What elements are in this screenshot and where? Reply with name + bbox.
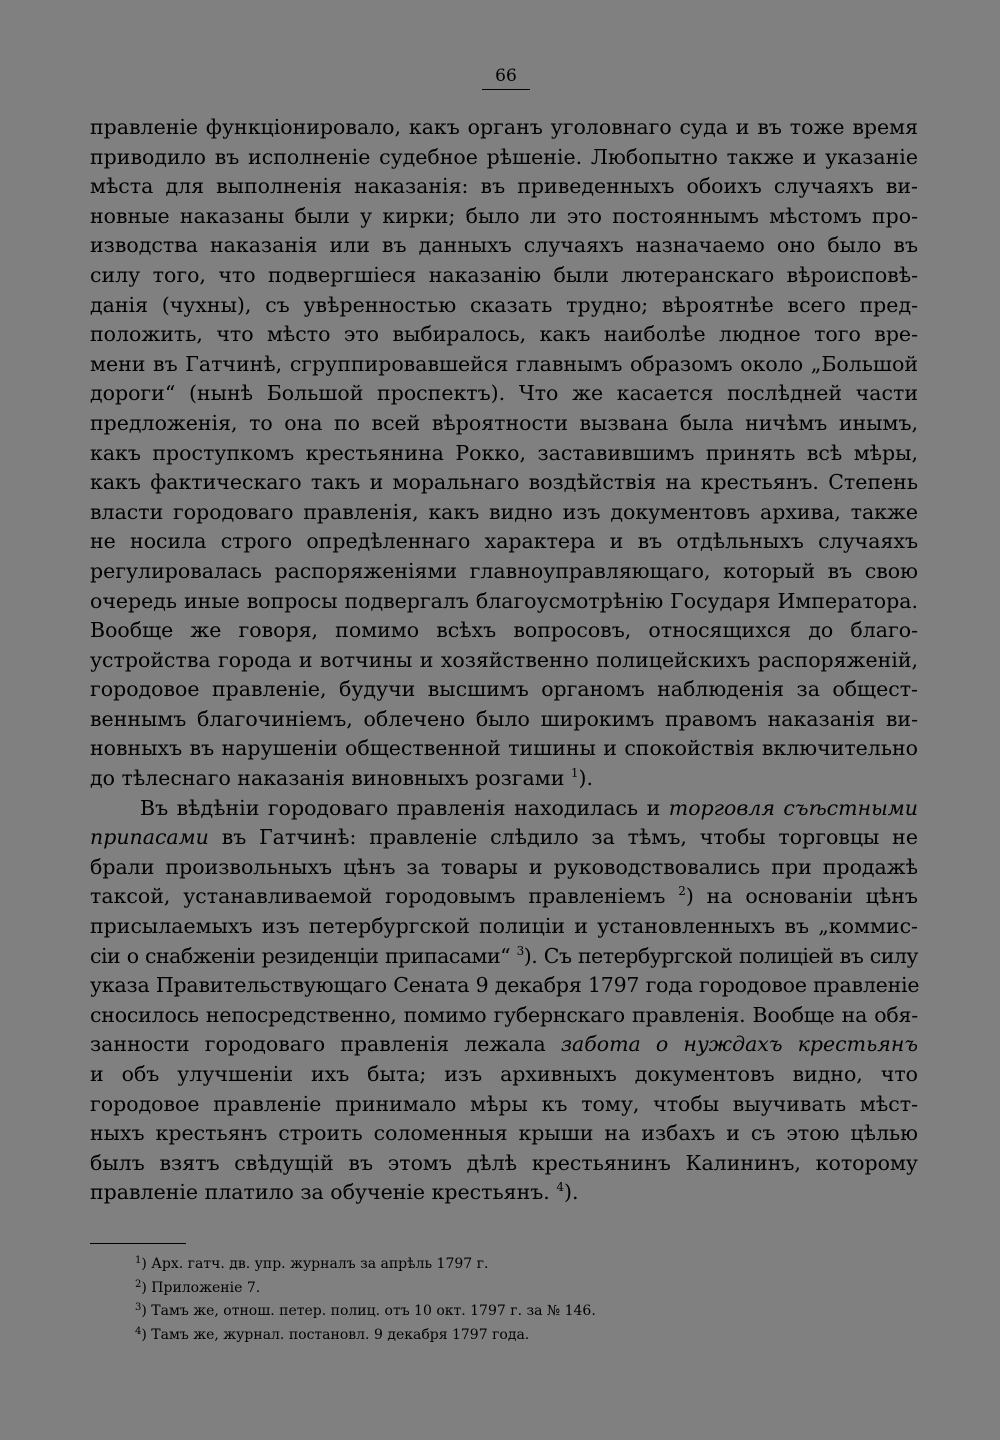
emphasis-text: торговля съѣстными — [668, 795, 918, 820]
text-line — [90, 823, 918, 853]
emphasis-text: забота о нуждахъ крестьянъ — [560, 1032, 918, 1057]
text-line: городовое правленіе, будучи высшимъ органомъ наблюденія за общест- — [90, 677, 918, 702]
footnote-ref: 1 — [570, 766, 579, 781]
text-line: предложенія, то она по всей вѣроятности вызвана была ничѣмъ инымъ, — [90, 410, 918, 435]
text-line: дороги“ (нынѣ Большой проспектъ). Что же касается послѣдней части — [90, 381, 918, 406]
paragraph-start-line — [90, 794, 918, 824]
text-line — [90, 942, 918, 972]
footnote — [135, 1300, 596, 1324]
text-span: ). Съ петербургской полиціей въ силу — [523, 943, 918, 968]
text-line: городовое правленіе принимало мѣры къ тому, чтобы выучивать мѣст- — [90, 1091, 918, 1116]
footnote — [135, 1277, 596, 1301]
text-line: приводило въ исполненіе судебное рѣшеніе. Любопытно также и указаніе — [90, 144, 918, 169]
page-number: 66 — [495, 66, 517, 86]
footnote-text: ) Тамъ же, журнал. постановл. 9 декабря 1797 года. — [141, 1327, 530, 1344]
text-line: правленіе функціонировало, какъ органъ уголовнаго суда и въ тоже время — [90, 115, 918, 139]
text-span: сіи о снабженіи резиденціи припасами“ — [90, 943, 511, 968]
footnote-ref: 4 — [556, 1180, 564, 1195]
text-line: брали произвольныхъ цѣнъ за товары и руководствовались при продажѣ — [90, 854, 918, 879]
text-span: таксой, устанавливаемой городовымъ правленіемъ — [90, 884, 666, 909]
footnote-number: 4 — [135, 1326, 142, 1338]
text-line: новныхъ въ нарушеніи общественной тишины и спокойствія включительно — [90, 736, 918, 761]
text-line: какъ фактическаго такъ и моральнаго воздѣйствія на крестьянъ. Степень — [90, 470, 918, 495]
footnote-number: 1 — [135, 1255, 142, 1266]
text-line: изводства наказанія или въ данныхъ случаяхъ назначаемо оно было въ — [90, 233, 918, 258]
text-line — [90, 1030, 918, 1060]
text-line — [90, 882, 918, 912]
text-line: былъ взятъ свѣдущій въ этомъ дѣлѣ крестьянинъ Калининъ, которому — [90, 1150, 918, 1175]
footnote-text: ) Арх. гатч. дв. упр. журналъ за апрѣль 1797 г. — [141, 1256, 489, 1272]
text-span: ) на основаніи цѣнъ — [685, 884, 918, 909]
footnotes — [135, 1253, 596, 1348]
text-line: мѣста для выполненія наказанія: въ приведенныхъ обоихъ случаяхъ ви- — [90, 174, 918, 199]
footnote-number: 2 — [135, 1278, 142, 1290]
text-line: сносилось непосредственно, помимо губернскаго правленія. Вообще на обя- — [90, 1002, 918, 1027]
text-span: ). — [563, 1180, 579, 1205]
text-line: мени въ Гатчинѣ, сгруппировавшейся главнымъ образомъ около „Большой — [90, 351, 918, 376]
text-line: присылаемыхъ изъ петербургской полиціи и установленныхъ въ „коммис- — [90, 914, 918, 939]
text-line: и объ улучшеніи ихъ быта; изъ архивныхъ документовъ видно, что — [90, 1062, 918, 1086]
text-line: очередь иные вопросы подвергалъ благоусмотрѣнію Государя Императора. — [90, 588, 918, 613]
paragraph-end-line — [90, 764, 918, 794]
page-number-rule — [482, 89, 530, 90]
text-line: веннымъ благочиніемъ, облечено было широкимъ правомъ наказанія ви- — [90, 706, 918, 731]
footnote-text: ) Тамъ же, отнош. петер. полиц. отъ 10 окт. 1797 г. за № 146. — [141, 1303, 596, 1320]
text-line: силу того, что подвергшіеся наказанію были лютеранскаго вѣроисповѣ- — [90, 262, 918, 287]
footnote-number: 3 — [135, 1302, 142, 1314]
text-span: въ Гатчинѣ: правленіе слѣдило за тѣмъ, чтобы торговцы не — [221, 825, 918, 850]
footnote-ref: 2 — [678, 884, 686, 899]
text-span: ). — [578, 766, 594, 791]
text-line: какъ проступкомъ крестьянина Рокко, заставившимъ принять всѣ мѣры, — [90, 440, 918, 465]
footnote — [135, 1253, 596, 1277]
body-text — [90, 113, 918, 1208]
text-line: данія (чухны), съ увѣренностью сказать трудно; вѣроятнѣе всего пред- — [90, 292, 918, 317]
text-span: до тѣлеснаго наказанія виновныхъ розгами — [90, 766, 565, 791]
text-span: правленіе платило за обученіе крестьянъ. — [90, 1180, 550, 1205]
text-line: власти городоваго правленія, какъ видно изъ документовъ архива, также — [90, 499, 918, 524]
text-line: устройства города и вотчины и хозяйственно полицейскихъ распоряженій, — [90, 647, 918, 672]
text-span: занности городоваго правленія лежала — [90, 1032, 546, 1057]
text-line: ныхъ крестьянъ строить соломенныя крыши на избахъ и съ этою цѣлью — [90, 1121, 918, 1146]
text-line: регулировалась распоряженіями главноуправляющаго, который въ свою — [90, 558, 918, 583]
text-line: указа Правительствующаго Сената 9 декабря 1797 года городовое правленіе — [90, 973, 920, 998]
footnote-ref: 3 — [516, 943, 524, 958]
emphasis-text: припасами — [90, 825, 209, 850]
footnote — [135, 1324, 596, 1348]
text-line: не носила строго опредѣленнаго характера и въ отдѣльныхъ случаяхъ — [90, 529, 918, 554]
text-line: положить, что мѣсто это выбиралось, какъ наиболѣе людное того вре- — [90, 322, 918, 347]
text-span: Въ вѣдѣніи городоваго правленія находилась и — [140, 795, 661, 820]
paragraph-end-line — [90, 1178, 918, 1208]
footnote-text: ) Приложеніе 7. — [141, 1279, 261, 1296]
footnote-rule — [90, 1243, 186, 1244]
text-line: Вообще же говоря, помимо всѣхъ вопросовъ, относящихся до благо- — [90, 618, 918, 643]
text-line: новные наказаны были у кирки; было ли это постояннымъ мѣстомъ про- — [90, 203, 918, 228]
